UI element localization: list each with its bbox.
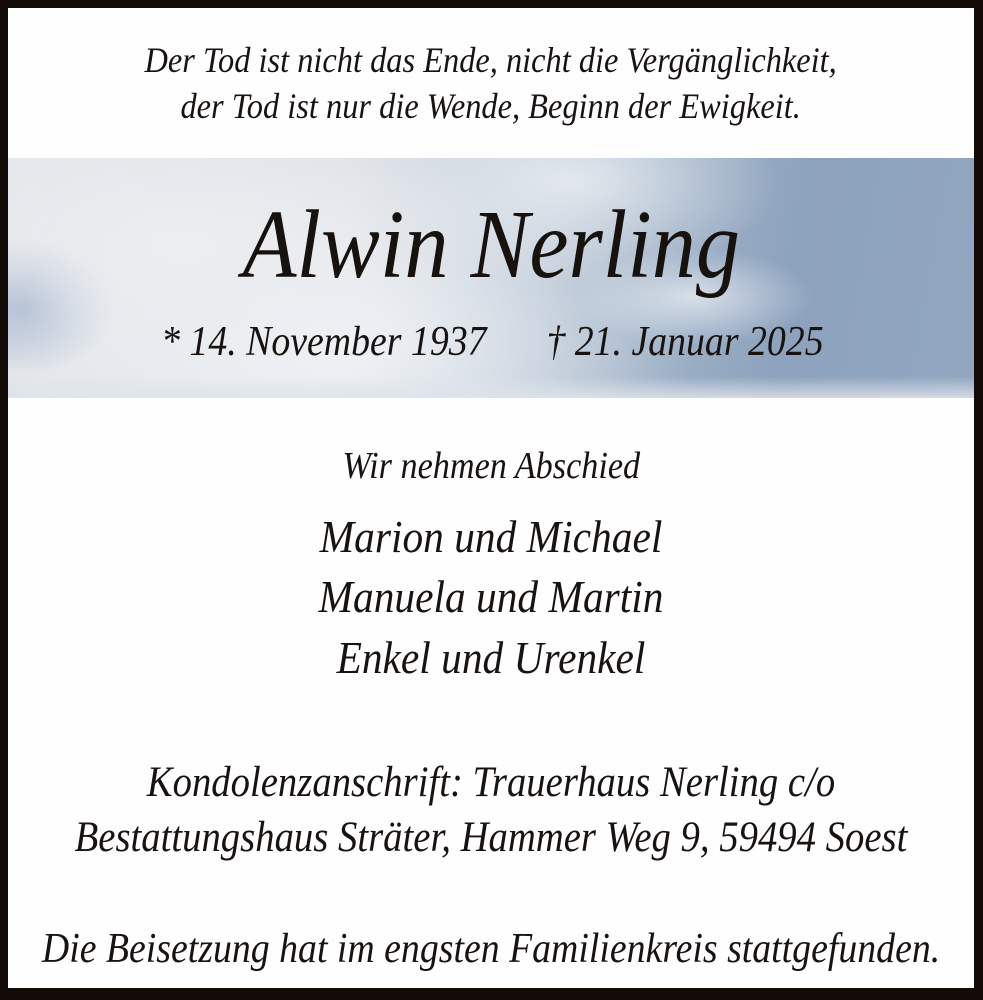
mourner-line: Manuela und Martin (318, 571, 664, 623)
quote-line-2: der Tod ist nur die Wende, Beginn der Ewigkeit. (180, 86, 802, 126)
farewell-block (8, 442, 974, 491)
burial-note-block (8, 923, 974, 976)
mourner-line: Enkel und Urenkel (336, 632, 646, 684)
mourner-line: Marion und Michael (319, 510, 663, 562)
burial-note: Die Beisetzung hat im engsten Familienkreis stattgefunden. (41, 925, 941, 972)
sky-photo (8, 158, 974, 398)
quote-block (8, 8, 974, 158)
condolence-block (8, 755, 974, 865)
condolence-line-2: Bestattungshaus Sträter, Hammer Weg 9, 59494 Soest (74, 813, 908, 861)
condolence-line-1: Kondolenzanschrift: Trauerhaus Nerling c/o (146, 758, 836, 806)
life-dates (143, 318, 839, 366)
deceased-name: Alwin Nerling (242, 191, 740, 299)
obituary-inner (8, 8, 974, 988)
death-date: † 21. Januar 2025 (546, 319, 824, 365)
quote-line-1: Der Tod ist nicht das Ende, nicht die Vergänglichkeit, (144, 39, 838, 80)
birth-date: * 14. November 1937 (161, 319, 487, 365)
mourners-list (8, 507, 974, 689)
farewell-line: Wir nehmen Abschied (342, 445, 640, 487)
